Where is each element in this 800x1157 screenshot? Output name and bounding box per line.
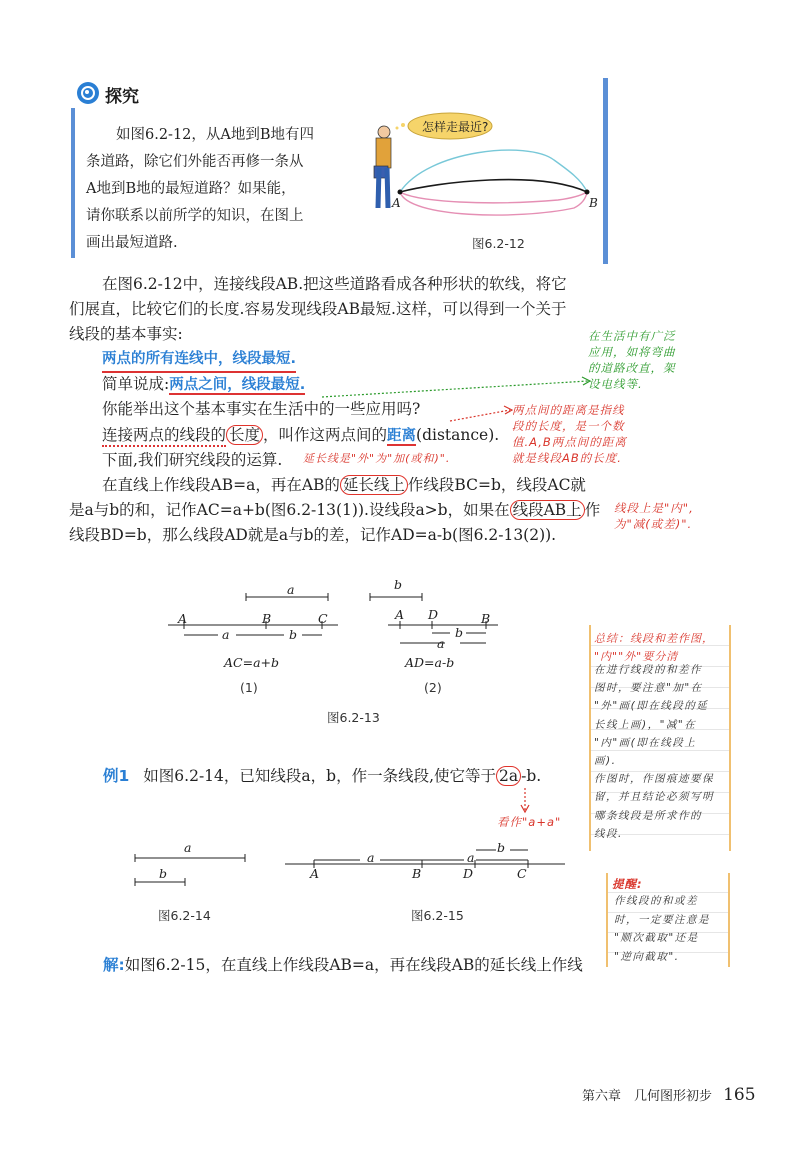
fig15-C: C bbox=[517, 866, 527, 881]
fig13-A1: A bbox=[178, 611, 188, 626]
example-1 bbox=[103, 764, 541, 788]
explore-line-2: 条道路，除它们外能否再修一条从 bbox=[86, 154, 304, 170]
figure-6-2-14 bbox=[130, 850, 260, 890]
distance-def-length: 长度 bbox=[226, 425, 263, 445]
fig15-a1: a bbox=[367, 850, 375, 865]
explore-icon bbox=[77, 82, 99, 104]
bubble-text: 怎样走最近? bbox=[422, 120, 489, 134]
fig13-b2: b bbox=[455, 625, 464, 640]
figure-6-2-15 bbox=[280, 840, 580, 880]
distance-definition bbox=[102, 423, 499, 448]
see-as-arrow bbox=[515, 786, 535, 816]
fig13-C1: C bbox=[318, 611, 328, 626]
fig13-num-2: (2) bbox=[424, 680, 442, 695]
basic-fact: 两点的所有连线中，线段最短. bbox=[102, 347, 296, 373]
summary-title: 总结：线段和差作图， "内""外"要分清 bbox=[594, 632, 714, 663]
sum-line-1-c: 作线段BC=b，线段AC就 bbox=[407, 476, 586, 494]
fig15-A: A bbox=[310, 866, 320, 881]
fig13-eq-sum: AC=a+b bbox=[224, 655, 279, 670]
fig13-D2: D bbox=[428, 607, 439, 622]
sum-line-2-c: 作 bbox=[584, 501, 601, 519]
extension-circled: 延长线上 bbox=[340, 475, 408, 495]
point-label-b: B bbox=[589, 196, 598, 210]
red-arrow bbox=[448, 405, 518, 425]
note-distance: 两点间的距离是指线 段的长度，是一个数 值.A,B两点间的距离 就是线段AB的长度. bbox=[512, 403, 627, 465]
summary-body: 在进行线段的和差作 图时，要注意"加"在 "外"画(即在线段的延 长线上画)，"减"在 "内"画(即在线段上 画). 作图时，作图痕迹要保 留，并且结论必须写明 哪条线段是所求作的 线段. bbox=[594, 664, 714, 840]
tip-body: 作线段的和或差 时，一定要注意是 "顺次截取"还是 "逆向截取". bbox=[614, 895, 710, 963]
example-text-a: 如图6.2-14，已知线段a，b，作一条线段,使它等于 bbox=[143, 767, 496, 785]
thinking-person bbox=[374, 126, 391, 208]
fig15-a2: a bbox=[467, 850, 475, 865]
para-1-line-2: 们展直，比较它们的长度.容易发现线段AB最短.这样，可以得到一个关于 bbox=[69, 300, 567, 318]
para-1-line-3: 线段的基本事实: bbox=[69, 325, 183, 343]
fig13-B2: B bbox=[481, 611, 491, 626]
see-as-note: 看作"a+a" bbox=[497, 815, 562, 829]
explore-line-3: A地到B地的最短道路？如果能， bbox=[86, 181, 296, 197]
fig13-a2: a bbox=[437, 636, 445, 651]
fig15-B: B bbox=[412, 866, 422, 881]
green-arrow bbox=[320, 375, 595, 401]
distance-def-e: (distance). bbox=[416, 426, 500, 444]
explore-left-bar bbox=[71, 108, 75, 258]
figure-6-2-13-caption: 图6.2-13 bbox=[327, 710, 380, 725]
sum-line-2-a: 是a与b的和，记作AC=a+b(图6.2-13(1)).设线段a>b，如果在 bbox=[69, 501, 510, 519]
point-label-a: A bbox=[392, 196, 401, 210]
sum-line-1 bbox=[102, 473, 586, 497]
explore-line-5: 画出最短道路. bbox=[86, 235, 178, 251]
diff-line: 线段BD=b，那么线段AD就是a与b的差，记作AD=a-b(图6.2-13(2)). bbox=[69, 526, 557, 544]
sum-line-2 bbox=[69, 498, 600, 522]
fig13-a1: a bbox=[222, 627, 230, 642]
explore-title: 探究 bbox=[105, 87, 139, 107]
fig13-num-1: (1) bbox=[240, 680, 258, 695]
fig13-A2: A bbox=[395, 607, 405, 622]
distance-def-c: ，叫作这两点间的 bbox=[263, 426, 388, 444]
para-1-line-1: 在图6.2-12中，连接线段AB.把这些道路看成各种形状的软线，将它 bbox=[102, 275, 567, 293]
fig15-b: b bbox=[497, 840, 506, 855]
tip-title: 提醒: bbox=[612, 877, 643, 891]
page-number: 165 bbox=[723, 1085, 756, 1105]
application-question: 你能举出这个基本事实在生活中的一些应用吗? bbox=[102, 400, 421, 418]
note-inside: 线段上是"内", 为"减(或差)". bbox=[614, 501, 694, 531]
fig13-a-top: a bbox=[287, 582, 295, 597]
figure-6-2-14-caption: 图6.2-14 bbox=[158, 908, 211, 923]
fig14-a: a bbox=[184, 840, 192, 855]
distance-def-term: 距离 bbox=[387, 428, 417, 444]
operations-line: 下面,我们研究线段的运算. bbox=[102, 451, 283, 469]
chapter-title: 第六章 几何图形初步 bbox=[582, 1089, 713, 1104]
solution-text: 如图6.2-15，在直线上作线段AB=a，再在线段AB的延长线上作线 bbox=[124, 956, 583, 974]
on-segment-circled: 线段AB上 bbox=[510, 500, 585, 520]
example-2a-circled: 2a bbox=[496, 766, 521, 786]
solution-line bbox=[103, 953, 583, 977]
explore-line-4: 请你联系以前所学的知识，在图上 bbox=[86, 208, 304, 224]
fig13-b-top: b bbox=[394, 577, 403, 592]
fig13-b1: b bbox=[289, 627, 298, 642]
short-fact: 两点之间，线段最短. bbox=[169, 377, 306, 393]
page-footer bbox=[582, 1085, 756, 1105]
fig14-b: b bbox=[159, 866, 168, 881]
fig13-B1: B bbox=[262, 611, 272, 626]
explore-line-1: 如图6.2-12，从A地到B地有四 bbox=[116, 127, 315, 143]
example-label: 例1 bbox=[103, 767, 130, 785]
figure-6-2-13 bbox=[160, 580, 510, 655]
figure-6-2-12-caption: 图6.2-12 bbox=[472, 236, 525, 251]
fig13-eq-diff: AD=a-b bbox=[405, 655, 455, 670]
fig15-D: D bbox=[463, 866, 474, 881]
example-text-c: -b. bbox=[521, 767, 542, 785]
short-fact-prefix: 简单说成: bbox=[102, 375, 170, 393]
solution-label: 解: bbox=[103, 956, 125, 974]
distance-def-a: 连接两点的线段的 bbox=[102, 426, 226, 447]
short-fact-line bbox=[102, 372, 305, 397]
figure-6-2-15-caption: 图6.2-15 bbox=[411, 908, 464, 923]
note-applications: 在生活中有广泛 应用，如将弯曲 的道路改直，架 设电线等. bbox=[588, 329, 676, 391]
sum-line-1-a: 在直线上作线段AB=a，再在AB的 bbox=[102, 476, 340, 494]
extension-note: 延长线是"外"为"加(或和)". bbox=[303, 452, 451, 465]
